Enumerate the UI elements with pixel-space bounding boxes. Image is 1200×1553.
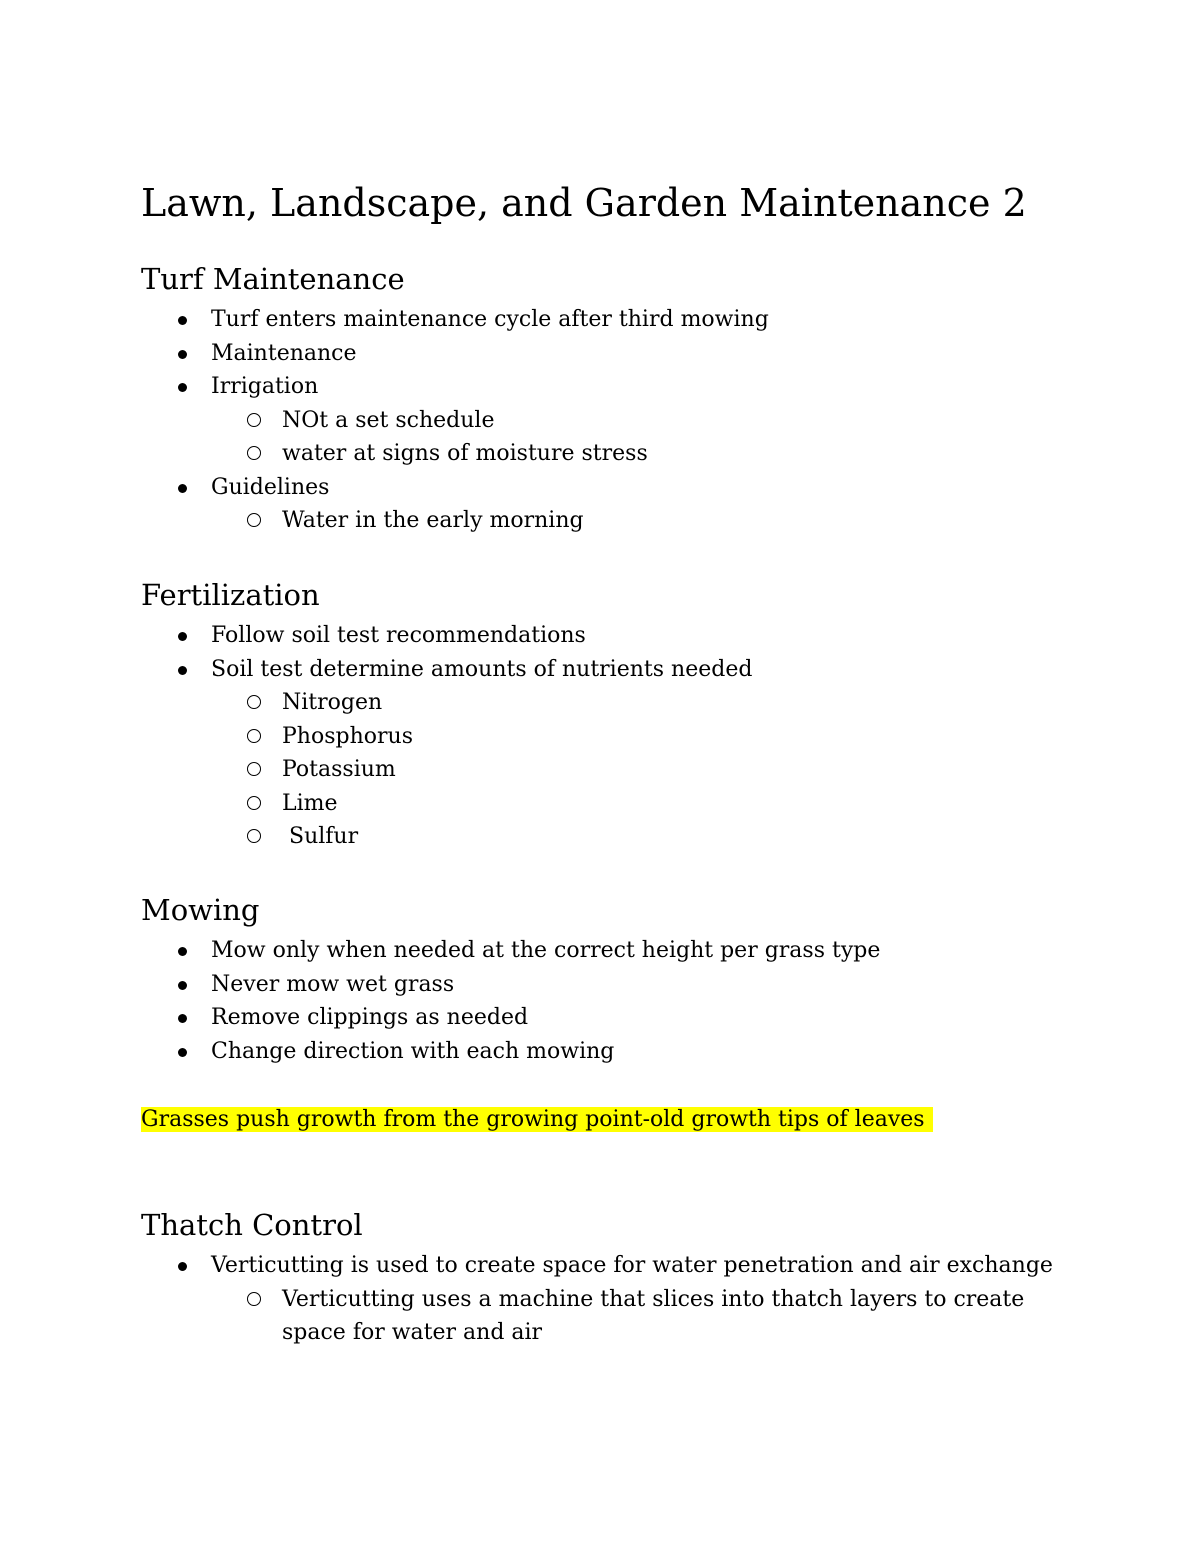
sub-list-item [141, 437, 1101, 471]
section-mowing [141, 890, 1101, 1068]
highlighted-note [141, 1103, 933, 1136]
hollow-bullet-icon [247, 1292, 261, 1306]
bullet-icon [178, 1262, 187, 1271]
list-item [141, 471, 1101, 538]
sub-list-item [141, 404, 1101, 438]
list-item-text: Follow soil test recommendations [211, 623, 586, 648]
bullet-list [141, 1249, 1101, 1350]
sub-list-item [141, 686, 1101, 720]
bullet-icon [178, 1048, 187, 1057]
sub-list-item [141, 753, 1101, 787]
hollow-bullet-icon [247, 695, 261, 709]
hollow-bullet-icon [247, 413, 261, 427]
sub-list [211, 686, 1101, 854]
list-item [141, 1001, 1101, 1035]
list-item-text: Soil test determine amounts of nutrients needed [211, 656, 753, 682]
document-title: Lawn, Landscape, and Garden Maintenance 2 [141, 181, 1027, 225]
sub-list [211, 504, 1101, 538]
bullet-list [141, 619, 1101, 854]
sub-list-item-text: Sulfur [282, 824, 359, 849]
sub-list-item-text: Phosphorus [282, 723, 413, 749]
sub-list-item [141, 720, 1101, 754]
list-item [141, 653, 1101, 854]
hollow-bullet-icon [247, 829, 261, 843]
bullet-icon [178, 666, 187, 675]
list-item [141, 619, 1101, 653]
section-thatch-control [141, 1205, 1101, 1350]
bullet-icon [178, 350, 187, 359]
sub-list [211, 1283, 1101, 1350]
list-item-text: Remove clippings as needed [211, 1005, 529, 1030]
list-item-text: Guidelines [211, 474, 330, 500]
section-heading: Fertilization [141, 578, 320, 612]
sub-list-item [141, 787, 1101, 821]
list-item [141, 1249, 1101, 1350]
bullet-icon [178, 383, 187, 392]
hollow-bullet-icon [247, 513, 261, 527]
section-heading: Thatch Control [141, 1208, 363, 1242]
bullet-icon [178, 1014, 187, 1023]
sub-list-item-text: NOt a set schedule [282, 407, 495, 433]
list-item-text: Maintenance [211, 340, 357, 366]
list-item [141, 934, 1101, 968]
bullet-icon [178, 981, 187, 990]
section-heading: Mowing [141, 893, 260, 927]
sub-list-item-text: Lime [282, 790, 338, 816]
list-item-text: Verticutting is used to create space for water penetration and air exchange [211, 1253, 1053, 1278]
sub-list-item-text: Verticutting uses a machine that slices into thatch layers to create space for water and air [282, 1286, 1025, 1345]
highlighted-note-text: Grasses push growth from the growing point-old growth tips of leaves [141, 1107, 933, 1132]
bullet-icon [178, 947, 187, 956]
sub-list [211, 404, 1101, 471]
hollow-bullet-icon [247, 796, 261, 810]
bullet-list [141, 934, 1101, 1068]
sub-list-item [141, 504, 1101, 538]
bullet-icon [178, 316, 187, 325]
list-item-text: Irrigation [211, 374, 319, 399]
hollow-bullet-icon [247, 762, 261, 776]
section-turf-maintenance [141, 259, 1101, 538]
list-item [141, 1035, 1101, 1069]
list-item [141, 337, 1101, 371]
sub-list-item-text: water at signs of moisture stress [282, 441, 648, 466]
sub-list-item [141, 820, 1101, 854]
sub-list-item-text: Nitrogen [282, 690, 383, 715]
sub-list-item-text: Water in the early morning [282, 508, 584, 533]
list-item-text: Turf enters maintenance cycle after third mowing [211, 307, 769, 332]
bullet-icon [178, 632, 187, 641]
sub-list-item [141, 1283, 1101, 1350]
hollow-bullet-icon [247, 729, 261, 743]
section-heading: Turf Maintenance [141, 262, 405, 296]
list-item [141, 303, 1101, 337]
bullet-list [141, 303, 1101, 538]
bullet-icon [178, 484, 187, 493]
list-item [141, 968, 1101, 1002]
list-item-text: Never mow wet grass [211, 971, 455, 997]
sub-list-item-text: Potassium [282, 757, 396, 782]
list-item-text: Mow only when needed at the correct height per grass type [211, 938, 881, 963]
hollow-bullet-icon [247, 446, 261, 460]
list-item-text: Change direction with each mowing [211, 1038, 615, 1064]
list-item [141, 370, 1101, 471]
section-fertilization [141, 575, 1101, 854]
